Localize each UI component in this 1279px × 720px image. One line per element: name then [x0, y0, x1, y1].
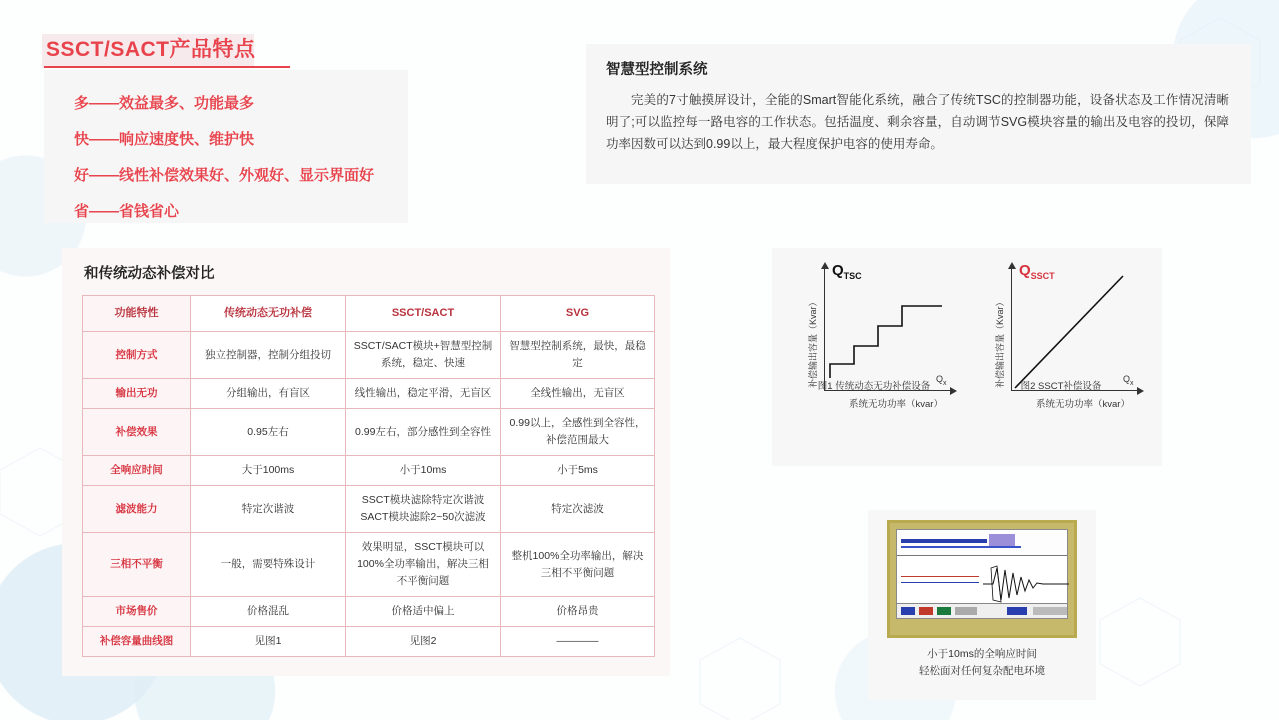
scope-red-trace	[901, 576, 979, 577]
comparison-table-card	[62, 248, 670, 676]
chart1-x-label: 系统无功功率（kvar）	[849, 399, 943, 410]
scope-top-band	[897, 530, 1067, 556]
table-cell: 价格混乱	[191, 597, 346, 627]
table-cell: 独立控制器，控制分组投切	[191, 332, 346, 379]
comparison-table-heading: 和传统动态补偿对比	[84, 266, 215, 282]
chart2-q-label: $Q_{SSCT}$	[1019, 262, 1055, 281]
table-cell: 特定次谐波	[191, 486, 346, 533]
chart1-y-label: 补偿输出容量（Kvar）	[808, 297, 818, 388]
table-row-label: 控制方式	[83, 332, 191, 379]
table-row-label: 滤波能力	[83, 486, 191, 533]
table-header-cell: 功能特性	[83, 296, 191, 332]
oscilloscope-card	[868, 510, 1096, 700]
compensation-curve-card	[772, 248, 1162, 466]
table-cell: 价格昂贵	[501, 597, 655, 627]
smart-control-card	[586, 44, 1251, 184]
table-cell: 小于10ms	[346, 456, 501, 486]
smart-control-body: 完美的7寸触摸屏设计，全能的Smart智能化系统，融合了传统TSC的控制器功能，设备状态及工作情况清晰明了;可以监控每一路电容的工作状态。包括温度、剩余容量，自动调节SVG模块容量的输出及电容的投切，保障功率因数可以达到0.99以上，最大程度保护电容的使用寿命。	[606, 93, 1229, 151]
table-cell: 大于100ms	[191, 456, 346, 486]
table-cell: 分组输出，有盲区	[191, 379, 346, 409]
table-header-cell: 传统动态无功补偿	[191, 296, 346, 332]
table-cell: 一般，需要特殊设计	[191, 533, 346, 597]
table-cell: 见图1	[191, 627, 346, 657]
table-row-label: 三相不平衡	[83, 533, 191, 597]
page-title: SSCT/SACT产品特点	[46, 38, 256, 61]
table-row	[83, 456, 655, 486]
table-cell: 见图2	[346, 627, 501, 657]
table-cell: 小于5ms	[501, 456, 655, 486]
table-row-label: 补偿效果	[83, 409, 191, 456]
chart-tsc	[780, 258, 967, 410]
chart2-caption: 图2 SSCT补偿设备	[1020, 381, 1102, 392]
comparison-table	[82, 295, 655, 657]
table-cell: 0.95左右	[191, 409, 346, 456]
scope-blue-trace	[901, 539, 987, 543]
feature-item-2: 快——响应速度快、维护快	[74, 131, 255, 148]
table-row	[83, 409, 655, 456]
feature-list-card	[44, 70, 408, 223]
chart1-x-end-label: $Q_x$	[936, 374, 947, 387]
table-cell: SSCT/SACT模块+智慧型控制系统，稳定、快速	[346, 332, 501, 379]
chart2-y-label: 补偿输出容量（Kvar）	[995, 297, 1005, 388]
table-row	[83, 332, 655, 379]
feature-item-4: 省——省钱省心	[74, 203, 180, 220]
table-cell: 0.99左右，部分感性到全容性	[346, 409, 501, 456]
scope-caption	[876, 646, 1088, 680]
feature-item-1: 多——效益最多、功能最多	[74, 95, 255, 112]
table-row-label: 市场售价	[83, 597, 191, 627]
oscilloscope-screen	[896, 529, 1068, 619]
table-header-row	[83, 296, 655, 332]
table-cell: 线性输出，稳定平滑，无盲区	[346, 379, 501, 409]
table-row	[83, 533, 655, 597]
scope-caption-line2: 轻松面对任何复杂配电环境	[919, 665, 1045, 677]
table-row	[83, 627, 655, 657]
table-cell: 整机100%全功率输出，解决三相不平衡问题	[501, 533, 655, 597]
title-underline	[44, 66, 290, 68]
table-row	[83, 379, 655, 409]
table-cell: 效果明显，SSCT模块可以100%全功率输出，解决三相不平衡问题	[346, 533, 501, 597]
chart-ssct	[967, 258, 1154, 410]
chart2-x-end-label: $Q_x$	[1123, 374, 1134, 387]
table-header-cell: SSCT/SACT	[346, 296, 501, 332]
table-cell: 全线性输出，无盲区	[501, 379, 655, 409]
chart2-linear-series	[1011, 268, 1139, 390]
table-cell: 0.99以上，全感性到全容性，补偿范围最大	[501, 409, 655, 456]
table-cell: ————	[501, 627, 655, 657]
scope-waveform-icon	[983, 564, 1069, 604]
scope-caption-line1: 小于10ms的全响应时间	[927, 648, 1037, 660]
oscilloscope-photo	[887, 520, 1077, 638]
scope-blue-trace-3	[901, 582, 979, 583]
table-row-label: 输出无功	[83, 379, 191, 409]
chart1-staircase-series	[824, 268, 952, 390]
table-cell: 价格适中偏上	[346, 597, 501, 627]
chart2-x-label: 系统无功功率（kvar）	[1036, 399, 1130, 410]
table-row	[83, 486, 655, 533]
scope-status-bar	[897, 603, 1067, 618]
scope-blue-trace-2	[901, 546, 1021, 548]
table-row-label: 全响应时间	[83, 456, 191, 486]
chart1-caption: 图1 传统动态无功补偿设备	[817, 381, 931, 392]
smart-control-heading: 智慧型控制系统	[606, 62, 708, 78]
table-row	[83, 597, 655, 627]
scope-marker	[989, 534, 1015, 546]
feature-item-3: 好——线性补偿效果好、外观好、显示界面好	[74, 167, 375, 184]
table-cell: 特定次滤波	[501, 486, 655, 533]
table-header-cell: SVG	[501, 296, 655, 332]
page-title-block	[42, 32, 256, 68]
table-cell: 智慧型控制系统，最快，最稳定	[501, 332, 655, 379]
table-cell: SSCT模块滤除特定次谐波 SACT模块滤除2~50次滤波	[346, 486, 501, 533]
table-row-label: 补偿容量曲线图	[83, 627, 191, 657]
chart1-q-label: $Q_{TSC}$	[832, 262, 862, 281]
